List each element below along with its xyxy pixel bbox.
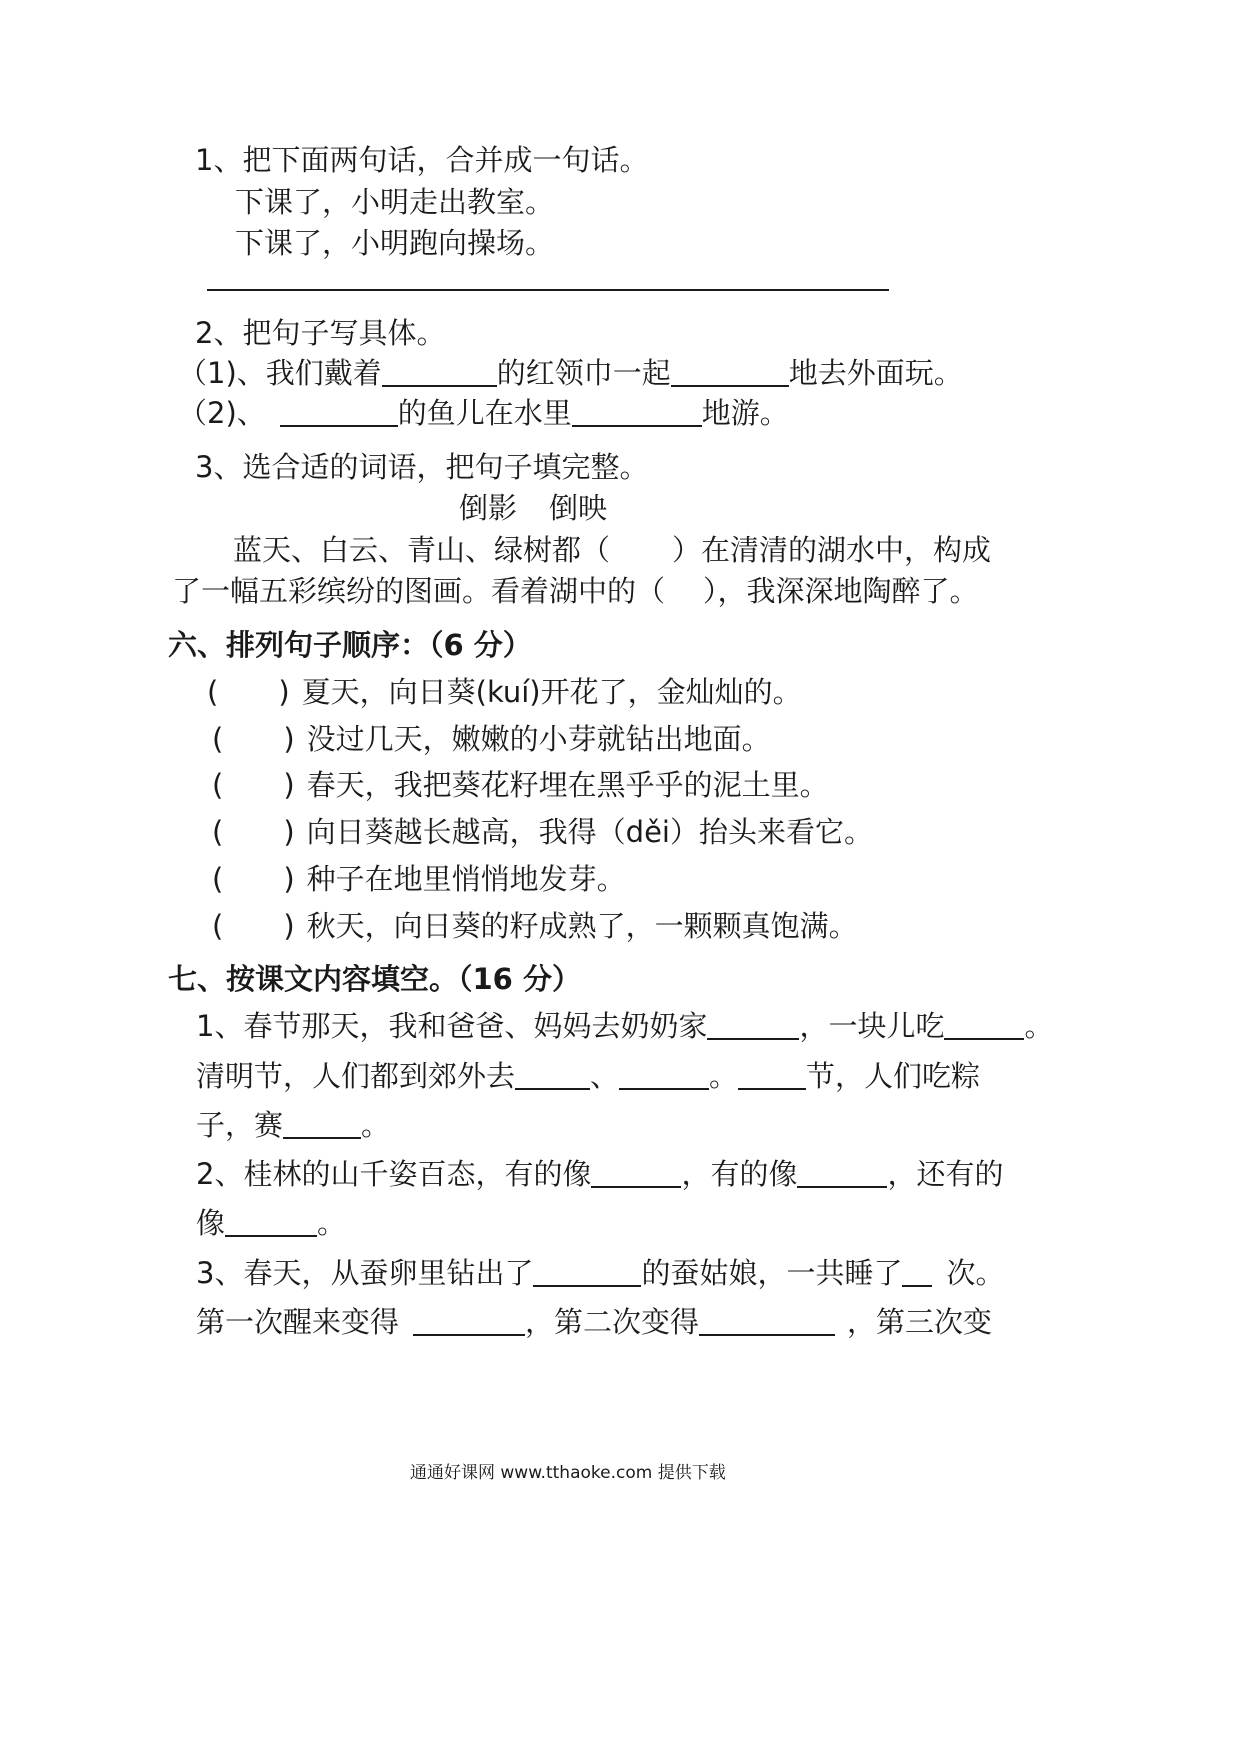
q7-3-text-e: ，第二次变得	[525, 1305, 700, 1339]
q5-2-line-2	[178, 396, 789, 431]
order-item	[212, 862, 626, 897]
q7-3-text-d: 第一次醒来变得	[196, 1305, 400, 1339]
answer-blank[interactable]	[707, 1014, 799, 1040]
q5-3-text-d: ），我深深地陶醉了。	[703, 574, 979, 608]
order-item	[212, 768, 829, 803]
q7-2-text-c: ，还有的	[887, 1157, 1004, 1191]
answer-blank[interactable]	[382, 361, 497, 387]
q7-3-text-c: 次。	[946, 1256, 1005, 1290]
q5-3-text-b: ）在清清的湖水中，构成	[672, 533, 992, 567]
order-item-text: 没过几天，嫩嫩的小芽就钻出地面。	[306, 722, 771, 756]
order-paren-open: (	[207, 675, 219, 709]
answer-blank[interactable]	[413, 1310, 525, 1336]
answer-blank[interactable]	[619, 1064, 709, 1090]
q7-3-text-f: ，第三次变	[847, 1305, 993, 1339]
q5-3-text-c: 了一幅五彩缤纷的图画。看着湖中的（	[172, 574, 666, 608]
answer-blank[interactable]	[738, 1064, 806, 1090]
q7-1-text-f: 。	[709, 1059, 739, 1093]
q5-2-2-text-a: （2)、	[178, 396, 266, 430]
section-6-heading: 六、排列句子顺序：（6 分）	[168, 628, 532, 662]
answer-blank[interactable]	[283, 1113, 361, 1139]
q7-1-line-3	[196, 1108, 390, 1143]
q7-1-text-h: 子，赛	[196, 1108, 284, 1142]
q5-2-2-text-c: 地游。	[701, 396, 789, 430]
order-paren-open: (	[212, 862, 224, 896]
answer-blank[interactable]	[699, 1310, 835, 1336]
answer-blank[interactable]	[797, 1162, 887, 1188]
q5-3-text-a: 蓝天、白云、青山、绿树都（	[233, 533, 611, 567]
order-paren-open: (	[212, 722, 224, 756]
order-paren-open: (	[212, 815, 224, 849]
q5-3-title: 3、选合适的词语，把句子填完整。	[195, 450, 649, 484]
answer-blank[interactable]	[591, 1162, 681, 1188]
order-paren-close: )	[283, 909, 295, 943]
q7-3-text-a: 3、春天，从蚕卵里钻出了	[196, 1256, 534, 1290]
q5-2-title: 2、把句子写具体。	[195, 316, 446, 350]
order-paren-close: )	[283, 722, 295, 756]
q5-3-word-choices	[459, 491, 607, 526]
answer-blank[interactable]	[533, 1261, 641, 1287]
q7-2-text-e: 。	[317, 1206, 347, 1240]
answer-blank[interactable]	[280, 401, 398, 427]
order-item	[212, 815, 873, 850]
q5-2-line-1	[178, 356, 963, 391]
order-item-text: 秋天，向日葵的籽成熟了，一颗颗真饱满。	[306, 909, 858, 943]
q7-1-text-c: 。	[1024, 1009, 1054, 1043]
q5-2-1-text-c: 地去外面玩。	[788, 356, 963, 390]
q7-1-text-g: 节，人们吃粽	[806, 1059, 981, 1093]
answer-blank[interactable]	[225, 1211, 317, 1237]
order-paren-close: )	[283, 768, 295, 802]
q5-1-sentence-2: 下课了，小明跑向操场。	[235, 226, 555, 260]
q7-3-text-b: 的蚕姑娘，一共睡了	[641, 1256, 903, 1290]
q7-2-text-b: ，有的像	[681, 1157, 798, 1191]
order-paren-close: )	[283, 862, 295, 896]
answer-blank[interactable]	[572, 401, 702, 427]
q7-1-text-d: 清明节，人们都到郊外去	[196, 1059, 516, 1093]
q7-1-text-b: ，一块儿吃	[799, 1009, 945, 1043]
order-paren-close: )	[278, 675, 290, 709]
q7-3-line-1	[196, 1256, 1004, 1291]
order-item-text: 春天，我把葵花籽埋在黑乎乎的泥土里。	[306, 768, 829, 802]
q5-2-2-text-b: 的鱼儿在水里	[397, 396, 572, 430]
order-item	[212, 722, 771, 757]
word-choice-2: 倒映	[549, 491, 608, 525]
q7-2-text-d: 像	[196, 1206, 226, 1240]
order-paren-open: (	[212, 909, 224, 943]
q7-2-text-a: 2、桂林的山千姿百态，有的像	[196, 1157, 592, 1191]
q7-1-text-e: 、	[590, 1059, 620, 1093]
word-choice-1: 倒影	[459, 491, 518, 525]
order-item-text: 夏天，向日葵(kuí)开花了，金灿灿的。	[301, 675, 802, 709]
q5-1-answer-line[interactable]	[207, 289, 889, 291]
q7-1-text-a: 1、春节那天，我和爸爸、妈妈去奶奶家	[196, 1009, 708, 1043]
order-item	[212, 909, 858, 944]
answer-blank[interactable]	[671, 361, 789, 387]
q5-2-1-text-a: （1)、我们戴着	[178, 356, 382, 390]
order-item-text: 种子在地里悄悄地发芽。	[306, 862, 626, 896]
answer-blank[interactable]	[515, 1064, 590, 1090]
q5-3-para-line-1	[233, 533, 991, 568]
q7-2-line-1	[196, 1157, 1003, 1192]
q7-1-line-1	[196, 1009, 1053, 1044]
order-paren-close: )	[283, 815, 295, 849]
order-item-text: 向日葵越长越高，我得（děi）抬头来看它。	[306, 815, 873, 849]
q7-1-text-i: 。	[361, 1108, 391, 1142]
q5-2-1-text-b: 的红领巾一起	[496, 356, 671, 390]
q7-1-line-2	[196, 1059, 980, 1094]
order-item	[207, 675, 802, 710]
q7-2-line-2	[196, 1206, 346, 1241]
q7-3-line-2	[196, 1305, 992, 1340]
answer-blank[interactable]	[944, 1014, 1024, 1040]
answer-blank[interactable]	[902, 1261, 932, 1287]
q5-3-para-line-2	[172, 574, 979, 609]
section-7-heading: 七、按课文内容填空。（16 分）	[168, 962, 581, 996]
q5-1-sentence-1: 下课了，小明走出教室。	[235, 185, 555, 219]
order-paren-open: (	[212, 768, 224, 802]
q5-1-title: 1、把下面两句话，合并成一句话。	[195, 143, 649, 177]
footer-watermark: 通通好课网 www.tthaoke.com 提供下载	[410, 1463, 726, 1483]
